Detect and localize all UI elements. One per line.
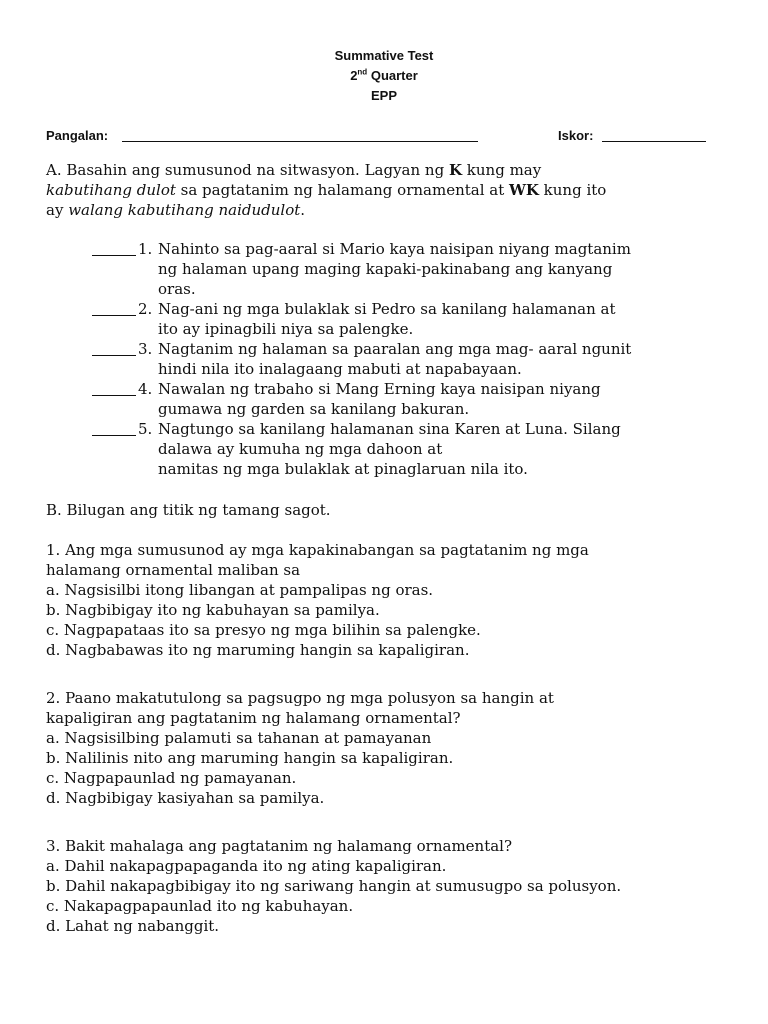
section-a-items [92, 239, 732, 479]
question-line: 3. Bakit mahalaga ang pagtatanim ng halamang ornamental? [46, 837, 513, 855]
answer-blank[interactable] [92, 419, 136, 436]
item-number: 2. [138, 300, 153, 318]
answer-blank[interactable] [92, 379, 136, 396]
question-3 [46, 836, 746, 936]
section-a-line-2-end: kung ito [538, 181, 607, 199]
quarter-number: 2 [350, 68, 358, 83]
choice-b[interactable]: b. Nagbibigay ito ng kabuhayan sa pamilya. [46, 601, 380, 619]
item-number: 5. [138, 420, 153, 438]
choice-b[interactable]: b. Nalilinis nito ang maruming hangin sa kapaligiran. [46, 749, 454, 767]
section-a-instructions [46, 160, 736, 220]
section-a-line-2-text: sa pagtatanim ng halamang ornamental at [175, 181, 510, 199]
item-line: ng halaman upang maging kapaki-pakinabang ang kanyang [158, 260, 613, 278]
section-a-line-1-text: A. Basahin ang sumusunod na sitwasyon. Lagyan ng [46, 161, 449, 179]
choice-a[interactable]: a. Nagsisilbi itong libangan at pampalipas ng oras. [46, 581, 434, 599]
answer-blank[interactable] [92, 299, 136, 316]
wk-marker: WK [509, 181, 539, 199]
answer-blank[interactable] [92, 339, 136, 356]
score-label: Iskor: [558, 128, 594, 143]
question-line: 1. Ang mga sumusunod ay mga kapakinabangan sa pagtatanim ng mga [46, 541, 589, 559]
question-line: halamang ornamental maliban sa [46, 561, 301, 579]
section-b-instruction: B. Bilugan ang titik ng tamang sagot. [46, 501, 331, 519]
choice-a[interactable]: a. Dahil nakapagpapaganda ito ng ating kapaligiran. [46, 857, 447, 875]
item-line: namitas ng mga bulaklak at pinaglaruan nila ito. [158, 460, 528, 478]
list-item [92, 379, 732, 419]
question-line: kapaligiran ang pagtatanim ng halamang ornamental? [46, 709, 461, 727]
item-line: Nagtungo sa kanilang halamanan sina Karen at Luna. Silang [158, 420, 621, 438]
choice-d[interactable]: d. Lahat ng nabanggit. [46, 917, 220, 935]
answer-blank[interactable] [92, 239, 136, 256]
quarter-superscript: nd [357, 67, 368, 77]
choice-c[interactable]: c. Nagpapaunlad ng pamayanan. [46, 769, 297, 787]
list-item [92, 299, 732, 339]
choice-a[interactable]: a. Nagsisilbing palamuti sa tahanan at pamayanan [46, 729, 432, 747]
quarter-label [0, 66, 768, 86]
name-label: Pangalan: [46, 128, 109, 143]
item-line: oras. [158, 280, 196, 298]
section-a-line-3-end: . [300, 201, 306, 219]
item-line: Nagtanim ng halaman sa paaralan ang mga mag- aaral ngunit [158, 340, 632, 358]
list-item [92, 339, 732, 379]
item-line: ito ay ipinagbili niya sa palengke. [158, 320, 414, 338]
k-marker: K [448, 161, 463, 179]
choice-b[interactable]: b. Dahil nakapagbibigay ito ng sariwang hangin at sumusugpo sa polusyon. [46, 877, 622, 895]
name-blank-line[interactable] [122, 141, 478, 142]
section-a-line-3 [46, 200, 736, 220]
item-line: gumawa ng garden sa kanilang bakuran. [158, 400, 470, 418]
item-line: dalawa ay kumuha ng mga dahoon at [158, 440, 443, 458]
section-a-line-1 [46, 160, 736, 180]
test-title: Summative Test [334, 48, 434, 63]
document-header [0, 46, 768, 106]
choice-d[interactable]: d. Nagbabawas ito ng maruming hangin sa kapaligiran. [46, 641, 470, 659]
subject-label: EPP [370, 88, 397, 103]
question-1 [46, 540, 746, 660]
question-line: 2. Paano makatutulong sa pagsugpo ng mga polusyon sa hangin at [46, 689, 554, 707]
non-beneficial-phrase: walang kabutihang naidudulot [68, 201, 301, 219]
item-line: Nag-ani ng mga bulaklak si Pedro sa kanilang halamanan at [158, 300, 616, 318]
section-a-line-2 [46, 180, 736, 200]
beneficial-phrase: kabutihang dulot [46, 181, 176, 199]
list-item [92, 239, 732, 299]
item-line: Nahinto sa pag-aaral si Mario kaya naisipan niyang magtanim [158, 240, 631, 258]
score-blank-line[interactable] [602, 141, 706, 142]
item-number: 3. [138, 340, 153, 358]
choice-d[interactable]: d. Nagbibigay kasiyahan sa pamilya. [46, 789, 325, 807]
section-a-line-1-end: kung may [462, 161, 542, 179]
item-line: hindi nila ito inalagaang mabuti at napabayaan. [158, 360, 522, 378]
quarter-word: Quarter [370, 68, 418, 83]
choice-c[interactable]: c. Nagpapataas ito sa presyo ng mga bilihin sa palengke. [46, 621, 481, 639]
section-a-line-3-text: ay [46, 201, 69, 219]
item-line: Nawalan ng trabaho si Mang Erning kaya naisipan niyang [158, 380, 601, 398]
item-number: 4. [138, 380, 153, 398]
item-number: 1. [138, 240, 153, 258]
question-2 [46, 688, 746, 808]
choice-c[interactable]: c. Nakapagpapaunlad ito ng kabuhayan. [46, 897, 354, 915]
list-item [92, 419, 732, 479]
